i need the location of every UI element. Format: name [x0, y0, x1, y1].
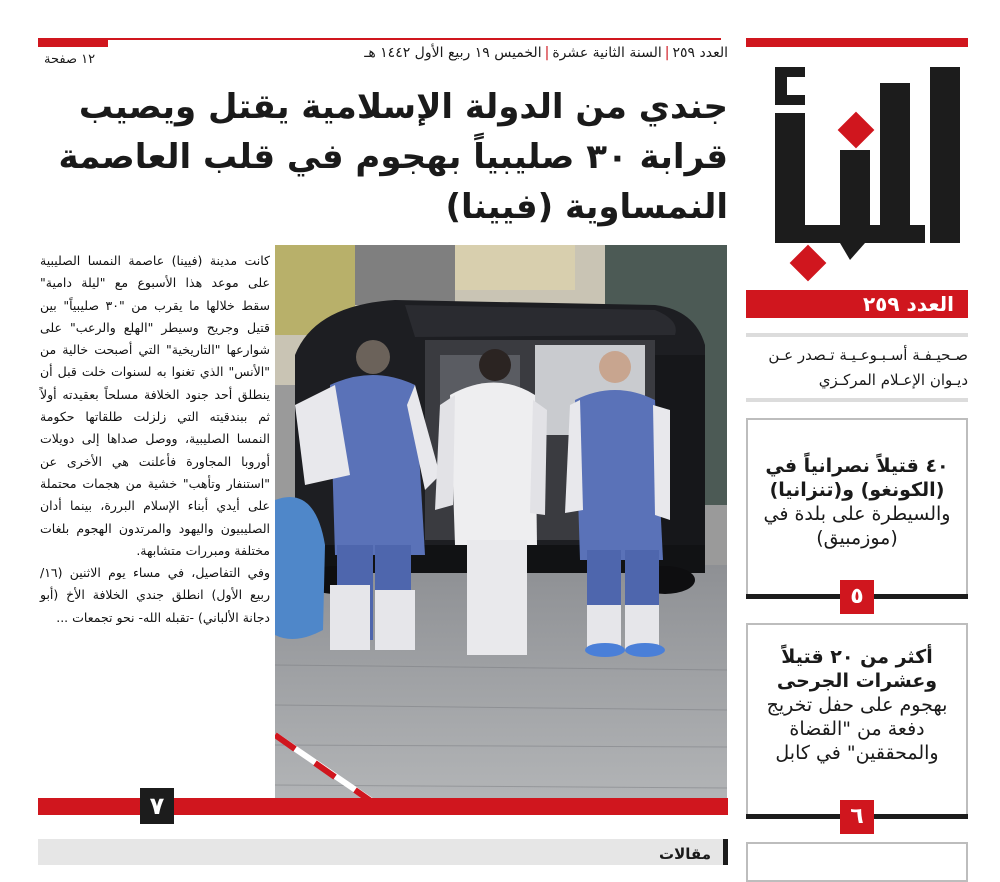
article-photo: [275, 245, 727, 810]
section-articles-label: مقالات: [659, 845, 711, 863]
dateline: [364, 45, 728, 61]
dateline-date: الخميس ١٩ ربيع الأول ١٤٤٢ هـ: [364, 45, 542, 61]
article-headline: جندي من الدولة الإسلامية يقتل ويصيب قرابة ٣٠ صليبياً بهجوم في قلب العاصمة النمساوية (فيينا): [58, 87, 728, 227]
issue-banner: [746, 290, 968, 318]
article-page-number[interactable]: ٧: [140, 788, 174, 824]
dateline-separator: |: [544, 45, 550, 61]
section-articles[interactable]: [38, 839, 728, 865]
teaser-page-badge[interactable]: ٦: [840, 800, 874, 834]
masthead-tagline: صـحيـفـة أسـبـوعـيـة تـصدر عـن ديـوان الإعـلام المركـزي: [768, 346, 968, 389]
photo-illustration: [275, 245, 727, 810]
masthead-logo: [755, 55, 967, 285]
tagline-rule: [746, 333, 968, 337]
dateline-issue: العدد ٢٥٩: [672, 45, 728, 61]
teaser-subtitle: بهجوم على حفل تخريج دفعة من "القضاة والمحققين" في كابل: [766, 694, 948, 764]
article-paragraph: كانت مدينة (فيينا) عاصمة النمسا الصليبية على موعد هذا الأسبوع مع "ليلة دامية" سقط خلالها ما يقرب من "٣٠ صليبياً" بين قتيل وجريح وسيطر "الهلع والرعب" على شوارعها "التاريخية" التي أصبحت خالية من "الأنس" الذي تغنوا به لسنوات خلت قبل أن ينطلق أحد جنود الخلافة مسلحاً بعقيدته أولاً ثم ببندقيته التي زلزلت طلقاتها حكومة النمسا الصليبية، ووصل صداها إلى دويلات أوروبا المجاورة فأعلنت هي الأخرى عن "استنفار وتأهب" خشية من هجمات محتملة على أيدي أبناء الإسلام البررة، بينما أدان الصليبيون واليهود والمرتدون الهجوم بلغات مختلفة ومبررات متشابهة.: [40, 253, 271, 558]
dateline-year: السنة الثانية عشرة: [552, 45, 662, 61]
van-tailgate: [405, 305, 676, 337]
header-rule-tab: [38, 38, 108, 47]
article-paragraph: وفي التفاصيل، في مساء يوم الاثنين (١٦/ ربيع الأول) انطلق جندي الخلافة الأخ (أبو دجانة الألباني) -تقبله الله- نحو تجمعات ...: [40, 565, 270, 625]
dateline-separator: |: [664, 45, 670, 61]
teaser-headline: ٤٠ قتيلاً نصرانياً في (الكونغو) و(تنزانيا): [765, 455, 949, 501]
page-count: ١٢ صفحة: [44, 52, 96, 67]
tagline-rule: [746, 398, 968, 402]
evidence-bag: [275, 497, 325, 639]
teaser-subtitle: والسيطرة على بلدة في (موزمبيق): [763, 503, 951, 549]
teaser-box[interactable]: [746, 623, 968, 818]
article-body: [40, 250, 270, 629]
masthead-top-bar: [746, 38, 968, 47]
header-rule: [38, 38, 721, 40]
building-column: [355, 245, 455, 305]
teaser-box[interactable]: [746, 842, 968, 882]
building-facade: [455, 245, 575, 290]
teaser-page-badge[interactable]: ٥: [840, 580, 874, 614]
teaser-headline: أكثر من ٢٠ قتيلاً وعشرات الجرحى: [776, 646, 938, 692]
logo-naba-mark: [755, 55, 967, 285]
issue-number-label: العدد ٢٥٩: [862, 292, 954, 316]
teaser-box[interactable]: [746, 418, 968, 596]
